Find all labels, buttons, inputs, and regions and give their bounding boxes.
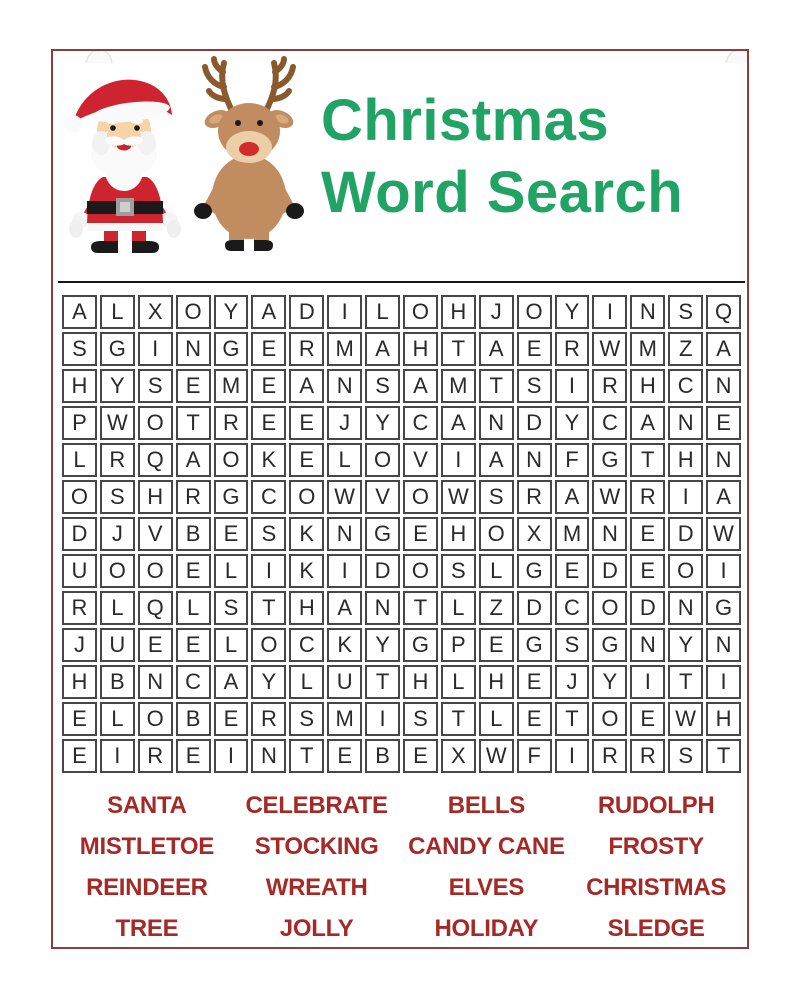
grid-cell-r12-c11[interactable]: T bbox=[441, 702, 476, 736]
grid-cell-r5-c17[interactable]: H bbox=[668, 443, 703, 477]
grid-cell-r13-c14[interactable]: I bbox=[555, 739, 590, 773]
grid-cell-r10-c5[interactable]: L bbox=[214, 628, 249, 662]
grid-cell-r3-c7[interactable]: A bbox=[289, 369, 324, 403]
grid-cell-r1-c7[interactable]: D bbox=[289, 295, 324, 329]
grid-cell-r3-c11[interactable]: M bbox=[441, 369, 476, 403]
grid-cell-r6-c15[interactable]: W bbox=[592, 480, 627, 514]
grid-cell-r2-c15[interactable]: W bbox=[592, 332, 627, 366]
word-candy-cane: CANDY CANE bbox=[408, 832, 565, 860]
grid-cell-r4-c3[interactable]: O bbox=[138, 406, 173, 440]
grid-cell-r5-c5[interactable]: O bbox=[214, 443, 249, 477]
grid-cell-r11-c6[interactable]: Y bbox=[251, 665, 286, 699]
grid-cell-r5-c14[interactable]: F bbox=[555, 443, 590, 477]
grid-cell-r13-c1[interactable]: E bbox=[62, 739, 97, 773]
grid-cell-r12-c10[interactable]: S bbox=[403, 702, 438, 736]
grid-cell-r1-c8[interactable]: I bbox=[327, 295, 362, 329]
grid-cell-r6-c17[interactable]: I bbox=[668, 480, 703, 514]
grid-cell-r13-c17[interactable]: S bbox=[668, 739, 703, 773]
word-celebrate: CELEBRATE bbox=[245, 791, 388, 819]
grid-cell-r13-c3[interactable]: R bbox=[138, 739, 173, 773]
grid-cell-r8-c13[interactable]: G bbox=[517, 554, 552, 588]
grid-cell-r12-c3[interactable]: O bbox=[138, 702, 173, 736]
worksheet-page bbox=[51, 49, 749, 949]
grid-cell-r12-c13[interactable]: E bbox=[517, 702, 552, 736]
grid-cell-r12-c15[interactable]: O bbox=[592, 702, 627, 736]
grid-cell-r4-c6[interactable]: E bbox=[251, 406, 286, 440]
grid-cell-r11-c11[interactable]: L bbox=[441, 665, 476, 699]
grid-cell-r4-c11[interactable]: A bbox=[441, 406, 476, 440]
grid-cell-r9-c15[interactable]: O bbox=[592, 591, 627, 625]
grid-cell-r11-c15[interactable]: Y bbox=[592, 665, 627, 699]
grid-cell-r2-c9[interactable]: A bbox=[365, 332, 400, 366]
grid-cell-r10-c15[interactable]: G bbox=[592, 628, 627, 662]
grid-cell-r7-c16[interactable]: E bbox=[630, 517, 665, 551]
grid-cell-r5-c1[interactable]: L bbox=[62, 443, 97, 477]
grid-cell-r2-c3[interactable]: I bbox=[138, 332, 173, 366]
grid-cell-r9-c1[interactable]: R bbox=[62, 591, 97, 625]
grid-cell-r7-c10[interactable]: E bbox=[403, 517, 438, 551]
grid-cell-r1-c14[interactable]: Y bbox=[555, 295, 590, 329]
grid-cell-r12-c2[interactable]: L bbox=[100, 702, 135, 736]
grid-cell-r2-c17[interactable]: Z bbox=[668, 332, 703, 366]
grid-cell-r9-c6[interactable]: T bbox=[251, 591, 286, 625]
grid-cell-r5-c8[interactable]: L bbox=[327, 443, 362, 477]
grid-cell-r10-c14[interactable]: S bbox=[555, 628, 590, 662]
grid-cell-r11-c4[interactable]: C bbox=[176, 665, 211, 699]
page-title-line-2: Word Search bbox=[321, 160, 684, 225]
grid-cell-r12-c6[interactable]: R bbox=[251, 702, 286, 736]
grid-cell-r8-c15[interactable]: D bbox=[592, 554, 627, 588]
grid-cell-r9-c3[interactable]: Q bbox=[138, 591, 173, 625]
grid-cell-r11-c18[interactable]: I bbox=[706, 665, 741, 699]
grid-cell-r7-c7[interactable]: K bbox=[289, 517, 324, 551]
grid-cell-r8-c6[interactable]: I bbox=[251, 554, 286, 588]
word-list bbox=[62, 785, 741, 949]
grid-cell-r4-c16[interactable]: A bbox=[630, 406, 665, 440]
word-holiday: HOLIDAY bbox=[434, 914, 539, 942]
grid-cell-r7-c9[interactable]: G bbox=[365, 517, 400, 551]
grid-cell-r7-c6[interactable]: S bbox=[251, 517, 286, 551]
grid-cell-r10-c12[interactable]: E bbox=[479, 628, 514, 662]
grid-cell-r11-c8[interactable]: U bbox=[327, 665, 362, 699]
grid-cell-r5-c7[interactable]: E bbox=[289, 443, 324, 477]
grid-cell-r8-c9[interactable]: D bbox=[365, 554, 400, 588]
grid-cell-r11-c16[interactable]: I bbox=[630, 665, 665, 699]
grid-cell-r10-c9[interactable]: Y bbox=[365, 628, 400, 662]
grid-cell-r3-c9[interactable]: S bbox=[365, 369, 400, 403]
grid-cell-r2-c2[interactable]: G bbox=[100, 332, 135, 366]
grid-cell-r7-c15[interactable]: N bbox=[592, 517, 627, 551]
grid-cell-r10-c2[interactable]: U bbox=[100, 628, 135, 662]
grid-cell-r12-c9[interactable]: I bbox=[365, 702, 400, 736]
grid-cell-r8-c7[interactable]: K bbox=[289, 554, 324, 588]
grid-cell-r10-c18[interactable]: N bbox=[706, 628, 741, 662]
grid-cell-r8-c17[interactable]: O bbox=[668, 554, 703, 588]
grid-cell-r9-c9[interactable]: N bbox=[365, 591, 400, 625]
grid-cell-r3-c15[interactable]: R bbox=[592, 369, 627, 403]
grid-cell-r13-c10[interactable]: E bbox=[403, 739, 438, 773]
grid-cell-r10-c13[interactable]: G bbox=[517, 628, 552, 662]
grid-cell-r3-c14[interactable]: I bbox=[555, 369, 590, 403]
grid-cell-r8-c14[interactable]: E bbox=[555, 554, 590, 588]
grid-cell-r6-c3[interactable]: H bbox=[138, 480, 173, 514]
word-reindeer: REINDEER bbox=[86, 873, 208, 901]
grid-cell-r6-c13[interactable]: R bbox=[517, 480, 552, 514]
grid-cell-r10-c3[interactable]: E bbox=[138, 628, 173, 662]
grid-cell-r13-c16[interactable]: R bbox=[630, 739, 665, 773]
grid-cell-r7-c13[interactable]: X bbox=[517, 517, 552, 551]
grid-cell-r13-c9[interactable]: B bbox=[365, 739, 400, 773]
word-sledge: SLEDGE bbox=[607, 914, 705, 942]
grid-cell-r8-c16[interactable]: E bbox=[630, 554, 665, 588]
grid-cell-r4-c5[interactable]: R bbox=[214, 406, 249, 440]
grid-cell-r8-c8[interactable]: I bbox=[327, 554, 362, 588]
grid-cell-r7-c11[interactable]: H bbox=[441, 517, 476, 551]
grid-cell-r2-c1[interactable]: S bbox=[62, 332, 97, 366]
grid-cell-r9-c8[interactable]: A bbox=[327, 591, 362, 625]
grid-cell-r6-c16[interactable]: R bbox=[630, 480, 665, 514]
grid-cell-r10-c4[interactable]: E bbox=[176, 628, 211, 662]
grid-cell-r4-c4[interactable]: T bbox=[176, 406, 211, 440]
grid-cell-r3-c17[interactable]: C bbox=[668, 369, 703, 403]
grid-cell-r2-c7[interactable]: R bbox=[289, 332, 324, 366]
grid-cell-r5-c6[interactable]: K bbox=[251, 443, 286, 477]
grid-cell-r8-c3[interactable]: O bbox=[138, 554, 173, 588]
grid-cell-r2-c12[interactable]: A bbox=[479, 332, 514, 366]
grid-cell-r6-c6[interactable]: C bbox=[251, 480, 286, 514]
word-jolly: JOLLY bbox=[279, 914, 354, 942]
grid-cell-r11-c13[interactable]: E bbox=[517, 665, 552, 699]
word-elves: ELVES bbox=[448, 873, 525, 901]
grid-cell-r4-c1[interactable]: P bbox=[62, 406, 97, 440]
grid-cell-r10-c10[interactable]: G bbox=[403, 628, 438, 662]
grid-cell-r12-c14[interactable]: T bbox=[555, 702, 590, 736]
grid-cell-r4-c14[interactable]: Y bbox=[555, 406, 590, 440]
grid-cell-r2-c5[interactable]: G bbox=[214, 332, 249, 366]
grid-cell-r10-c1[interactable]: J bbox=[62, 628, 97, 662]
grid-cell-r5-c2[interactable]: R bbox=[100, 443, 135, 477]
grid-cell-r2-c13[interactable]: E bbox=[517, 332, 552, 366]
grid-cell-r13-c18[interactable]: T bbox=[706, 739, 741, 773]
grid-cell-r8-c18[interactable]: I bbox=[706, 554, 741, 588]
grid-cell-r13-c6[interactable]: N bbox=[251, 739, 286, 773]
grid-cell-r11-c3[interactable]: N bbox=[138, 665, 173, 699]
grid-cell-r7-c18[interactable]: W bbox=[706, 517, 741, 551]
grid-cell-r12-c4[interactable]: B bbox=[176, 702, 211, 736]
grid-cell-r9-c14[interactable]: C bbox=[555, 591, 590, 625]
word-christmas: CHRISTMAS bbox=[586, 873, 727, 901]
grid-cell-r8-c12[interactable]: L bbox=[479, 554, 514, 588]
grid-cell-r1-c15[interactable]: I bbox=[592, 295, 627, 329]
grid-cell-r7-c17[interactable]: D bbox=[668, 517, 703, 551]
grid-cell-r6-c7[interactable]: O bbox=[289, 480, 324, 514]
grid-cell-r5-c12[interactable]: A bbox=[479, 443, 514, 477]
grid-cell-r12-c12[interactable]: L bbox=[479, 702, 514, 736]
grid-cell-r13-c8[interactable]: E bbox=[327, 739, 362, 773]
grid-cell-r11-c2[interactable]: B bbox=[100, 665, 135, 699]
page-title-line-1: Christmas bbox=[321, 88, 610, 153]
grid-cell-r2-c6[interactable]: E bbox=[251, 332, 286, 366]
word-frosty: FROSTY bbox=[608, 832, 704, 860]
grid-cell-r13-c13[interactable]: F bbox=[517, 739, 552, 773]
grid-cell-r13-c7[interactable]: T bbox=[289, 739, 324, 773]
grid-cell-r6-c18[interactable]: A bbox=[706, 480, 741, 514]
grid-cell-r7-c14[interactable]: M bbox=[555, 517, 590, 551]
grid-cell-r13-c5[interactable]: I bbox=[214, 739, 249, 773]
grid-cell-r1-c4[interactable]: O bbox=[176, 295, 211, 329]
grid-cell-r3-c13[interactable]: S bbox=[517, 369, 552, 403]
grid-cell-r5-c13[interactable]: N bbox=[517, 443, 552, 477]
grid-cell-r1-c11[interactable]: H bbox=[441, 295, 476, 329]
grid-cell-r9-c17[interactable]: N bbox=[668, 591, 703, 625]
word-wreath: WREATH bbox=[265, 873, 368, 901]
grid-cell-r1-c10[interactable]: O bbox=[403, 295, 438, 329]
grid-cell-r10-c17[interactable]: Y bbox=[668, 628, 703, 662]
grid-cell-r10-c11[interactable]: P bbox=[441, 628, 476, 662]
grid-cell-r5-c11[interactable]: I bbox=[441, 443, 476, 477]
grid-cell-r4-c8[interactable]: J bbox=[327, 406, 362, 440]
grid-cell-r1-c13[interactable]: O bbox=[517, 295, 552, 329]
grid-cell-r5-c15[interactable]: G bbox=[592, 443, 627, 477]
grid-cell-r9-c5[interactable]: S bbox=[214, 591, 249, 625]
grid-cell-r8-c1[interactable]: U bbox=[62, 554, 97, 588]
santa-illustration bbox=[61, 69, 187, 259]
grid-cell-r11-c12[interactable]: H bbox=[479, 665, 514, 699]
grid-cell-r10-c16[interactable]: N bbox=[630, 628, 665, 662]
grid-cell-r9-c7[interactable]: H bbox=[289, 591, 324, 625]
grid-cell-r3-c5[interactable]: M bbox=[214, 369, 249, 403]
grid-cell-r3-c10[interactable]: A bbox=[403, 369, 438, 403]
grid-cell-r3-c1[interactable]: H bbox=[62, 369, 97, 403]
grid-cell-r6-c5[interactable]: G bbox=[214, 480, 249, 514]
word-search-grid bbox=[62, 295, 741, 773]
grid-cell-r3-c6[interactable]: E bbox=[251, 369, 286, 403]
grid-cell-r1-c17[interactable]: S bbox=[668, 295, 703, 329]
grid-cell-r9-c12[interactable]: Z bbox=[479, 591, 514, 625]
grid-cell-r2-c10[interactable]: H bbox=[403, 332, 438, 366]
grid-cell-r12-c17[interactable]: W bbox=[668, 702, 703, 736]
grid-cell-r9-c18[interactable]: G bbox=[706, 591, 741, 625]
grid-cell-r6-c8[interactable]: W bbox=[327, 480, 362, 514]
grid-cell-r1-c12[interactable]: J bbox=[479, 295, 514, 329]
grid-cell-r5-c4[interactable]: A bbox=[176, 443, 211, 477]
grid-cell-r8-c11[interactable]: S bbox=[441, 554, 476, 588]
grid-cell-r3-c12[interactable]: T bbox=[479, 369, 514, 403]
word-stocking: STOCKING bbox=[254, 832, 379, 860]
grid-cell-r13-c4[interactable]: E bbox=[176, 739, 211, 773]
grid-cell-r9-c13[interactable]: D bbox=[517, 591, 552, 625]
grid-cell-r6-c4[interactable]: R bbox=[176, 480, 211, 514]
grid-cell-r7-c5[interactable]: E bbox=[214, 517, 249, 551]
grid-cell-r7-c4[interactable]: B bbox=[176, 517, 211, 551]
grid-cell-r1-c6[interactable]: A bbox=[251, 295, 286, 329]
grid-cell-r1-c16[interactable]: N bbox=[630, 295, 665, 329]
grid-cell-r11-c5[interactable]: A bbox=[214, 665, 249, 699]
grid-cell-r7-c1[interactable]: D bbox=[62, 517, 97, 551]
grid-cell-r10-c8[interactable]: K bbox=[327, 628, 362, 662]
grid-cell-r3-c3[interactable]: S bbox=[138, 369, 173, 403]
word-mistletoe: MISTLETOE bbox=[79, 832, 214, 860]
grid-cell-r13-c2[interactable]: I bbox=[100, 739, 135, 773]
grid-cell-r11-c7[interactable]: L bbox=[289, 665, 324, 699]
grid-cell-r2-c16[interactable]: M bbox=[630, 332, 665, 366]
grid-cell-r7-c8[interactable]: N bbox=[327, 517, 362, 551]
word-rudolph: RUDOLPH bbox=[597, 791, 715, 819]
grid-cell-r4-c9[interactable]: Y bbox=[365, 406, 400, 440]
grid-cell-r8-c2[interactable]: O bbox=[100, 554, 135, 588]
grid-cell-r7-c3[interactable]: V bbox=[138, 517, 173, 551]
grid-cell-r6-c1[interactable]: O bbox=[62, 480, 97, 514]
grid-cell-r11-c9[interactable]: T bbox=[365, 665, 400, 699]
grid-cell-r11-c17[interactable]: T bbox=[668, 665, 703, 699]
grid-cell-r1-c2[interactable]: L bbox=[100, 295, 135, 329]
grid-cell-r2-c14[interactable]: R bbox=[555, 332, 590, 366]
grid-cell-r8-c4[interactable]: E bbox=[176, 554, 211, 588]
header-divider bbox=[58, 281, 745, 283]
grid-cell-r1-c9[interactable]: L bbox=[365, 295, 400, 329]
grid-cell-r13-c11[interactable]: X bbox=[441, 739, 476, 773]
grid-cell-r3-c2[interactable]: Y bbox=[100, 369, 135, 403]
grid-cell-r1-c3[interactable]: X bbox=[138, 295, 173, 329]
grid-cell-r2-c4[interactable]: N bbox=[176, 332, 211, 366]
word-santa: SANTA bbox=[107, 791, 187, 819]
grid-cell-r9-c10[interactable]: T bbox=[403, 591, 438, 625]
word-tree: TREE bbox=[115, 914, 179, 942]
grid-cell-r12-c16[interactable]: E bbox=[630, 702, 665, 736]
grid-cell-r4-c17[interactable]: N bbox=[668, 406, 703, 440]
reindeer-illustration bbox=[179, 55, 319, 259]
grid-cell-r7-c2[interactable]: J bbox=[100, 517, 135, 551]
grid-cell-r2-c18[interactable]: A bbox=[706, 332, 741, 366]
grid-cell-r6-c14[interactable]: A bbox=[555, 480, 590, 514]
grid-cell-r11-c1[interactable]: H bbox=[62, 665, 97, 699]
grid-cell-r4-c2[interactable]: W bbox=[100, 406, 135, 440]
grid-cell-r4-c18[interactable]: E bbox=[706, 406, 741, 440]
grid-cell-r4-c7[interactable]: E bbox=[289, 406, 324, 440]
page-title bbox=[321, 85, 741, 229]
grid-cell-r6-c11[interactable]: W bbox=[441, 480, 476, 514]
grid-cell-r5-c9[interactable]: O bbox=[365, 443, 400, 477]
grid-cell-r12-c5[interactable]: E bbox=[214, 702, 249, 736]
grid-cell-r6-c12[interactable]: S bbox=[479, 480, 514, 514]
grid-cell-r11-c14[interactable]: J bbox=[555, 665, 590, 699]
grid-cell-r3-c16[interactable]: H bbox=[630, 369, 665, 403]
bell-watermark-icon bbox=[83, 49, 115, 64]
grid-cell-r13-c15[interactable]: R bbox=[592, 739, 627, 773]
grid-cell-r6-c9[interactable]: V bbox=[365, 480, 400, 514]
grid-cell-r4-c15[interactable]: C bbox=[592, 406, 627, 440]
grid-cell-r13-c12[interactable]: W bbox=[479, 739, 514, 773]
grid-cell-r4-c12[interactable]: N bbox=[479, 406, 514, 440]
grid-cell-r12-c1[interactable]: E bbox=[62, 702, 97, 736]
word-bells: BELLS bbox=[447, 791, 525, 819]
grid-cell-r8-c5[interactable]: L bbox=[214, 554, 249, 588]
grid-cell-r1-c5[interactable]: Y bbox=[214, 295, 249, 329]
grid-cell-r5-c3[interactable]: Q bbox=[138, 443, 173, 477]
grid-cell-r2-c11[interactable]: T bbox=[441, 332, 476, 366]
grid-cell-r12-c7[interactable]: S bbox=[289, 702, 324, 736]
grid-cell-r6-c2[interactable]: S bbox=[100, 480, 135, 514]
grid-cell-r9-c2[interactable]: L bbox=[100, 591, 135, 625]
grid-cell-r4-c13[interactable]: D bbox=[517, 406, 552, 440]
grid-cell-r11-c10[interactable]: H bbox=[403, 665, 438, 699]
grid-cell-r12-c8[interactable]: M bbox=[327, 702, 362, 736]
grid-cell-r3-c8[interactable]: N bbox=[327, 369, 362, 403]
grid-cell-r5-c10[interactable]: V bbox=[403, 443, 438, 477]
grid-cell-r5-c18[interactable]: N bbox=[706, 443, 741, 477]
grid-cell-r7-c12[interactable]: O bbox=[479, 517, 514, 551]
grid-cell-r10-c6[interactable]: O bbox=[251, 628, 286, 662]
bell-watermark-icon bbox=[723, 49, 749, 64]
grid-cell-r2-c8[interactable]: M bbox=[327, 332, 362, 366]
grid-cell-r3-c4[interactable]: E bbox=[176, 369, 211, 403]
grid-cell-r5-c16[interactable]: T bbox=[630, 443, 665, 477]
grid-cell-r9-c16[interactable]: D bbox=[630, 591, 665, 625]
grid-cell-r1-c1[interactable]: A bbox=[62, 295, 97, 329]
grid-cell-r6-c10[interactable]: O bbox=[403, 480, 438, 514]
grid-cell-r10-c7[interactable]: C bbox=[289, 628, 324, 662]
grid-cell-r4-c10[interactable]: C bbox=[403, 406, 438, 440]
grid-cell-r1-c18[interactable]: Q bbox=[706, 295, 741, 329]
grid-cell-r9-c4[interactable]: L bbox=[176, 591, 211, 625]
grid-cell-r3-c18[interactable]: N bbox=[706, 369, 741, 403]
grid-cell-r9-c11[interactable]: L bbox=[441, 591, 476, 625]
grid-cell-r8-c10[interactable]: O bbox=[403, 554, 438, 588]
grid-cell-r12-c18[interactable]: H bbox=[706, 702, 741, 736]
